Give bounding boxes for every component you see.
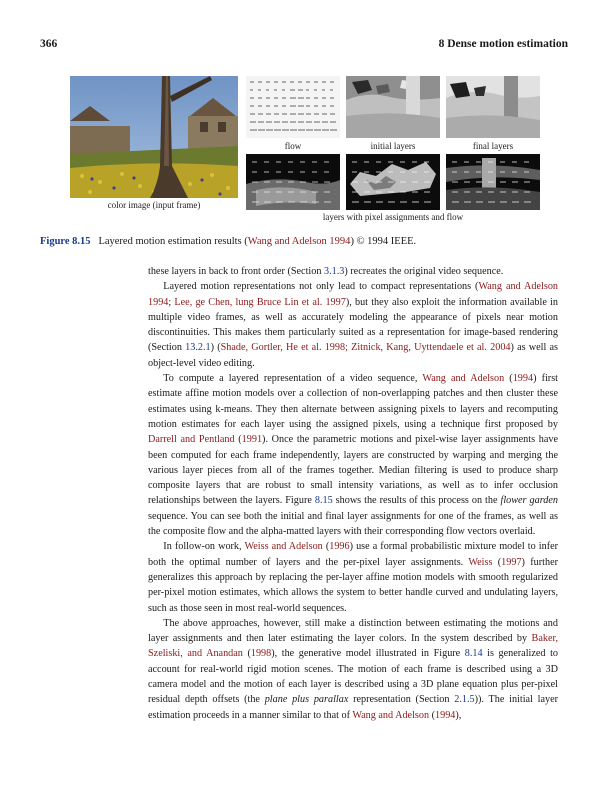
final-layers-image (446, 76, 540, 138)
section-ref-link[interactable]: 2.1.5 (454, 694, 475, 706)
citation-link[interactable]: Baker, Szeliski, and Anandan (148, 633, 558, 660)
paragraph-3: To compute a layered representation of a video sequence, Wang and Adelson (1994) first estimate affine motion models over a collection of non-overlapping patches and then cluster these estimates using k-means. They then alternate between assigning pixels to layers and recomputing motion estimates for each layer using the assigned pixels, using a technique first proposed by Darrell and Pentland (1991). Once the parametric motions and pixel-wise layer assignments have been computed for each frame independently, layers are constructed by warping and merging the various layer pieces from all of the frames together. Median filtering is used to produce sharp composite layers that are robust to small intensity variations, as well as to infer occlusion relationships between the layers. Figure 8.15 shows the results of this process on the flower garden sequence. You can see both the initial and final layer assignments for one of the frames, as well as the composite flow and the alpha-matted layers with their corresponding flow vectors overlaid. (148, 373, 558, 538)
paragraph-1: these layers in back to front order (Section 3.1.3) recreates the original video sequence. (148, 266, 504, 277)
citation-year-link[interactable]: 1997 (501, 556, 522, 568)
citation-link[interactable]: Wang and Adelson (422, 373, 505, 385)
citation-year-link[interactable]: 1996 (329, 541, 350, 553)
caption-flow: flow (284, 141, 302, 151)
figure-caption: Figure 8.15 Layered motion estimation results (Wang and Adelson 1994) © 1994 IEEE. (40, 236, 417, 247)
figure-ref-link[interactable]: 8.14 (464, 648, 483, 660)
figure-label: Figure 8.15 (40, 236, 91, 247)
caption-initial-layers: initial layers (370, 141, 416, 151)
citation-link[interactable]: Shade, Gortler, He et al. 1998; Zitnick, Kang, Uyttendaele et al. 2004 (220, 342, 511, 354)
citation-year-link[interactable]: 1994 (435, 709, 456, 721)
initial-layers-image (346, 76, 440, 138)
paragraph-5: The above approaches, however, still make a distinction between estimating the motions and layer assignments and then later estimating the layer colors. In the system described by Baker, Szeliski, and Anandan (1998), the generative model illustrated in Figure 8.14 is generalized to account for real-world rigid motion scenes. The motion of each frame is described using a 3D camera model and the motion of each layer is described using a 3D plane equation plus per-pixel residual depth offsets (the plane plus parallax representation (Section 2.1.5)). The initial layer estimation proceeds in a manner similar to that of Wang and Adelson (1994), (148, 617, 558, 721)
citation-year-link[interactable]: 1991 (241, 434, 263, 446)
citation-link[interactable]: Lee, ge Chen, lung Bruce Lin et al. 1997 (174, 296, 346, 308)
figure-caption-text: Layered motion estimation results (98, 236, 242, 247)
flow-field-image (246, 76, 340, 138)
citation-link[interactable]: Weiss (468, 556, 493, 568)
layer-panel-3 (446, 154, 540, 210)
citation-link[interactable]: Wang and Adelson (352, 709, 430, 721)
running-header (40, 38, 568, 54)
figure-citation-link[interactable]: Wang and Adelson 1994 (247, 236, 351, 247)
figure-copyright: © 1994 IEEE. (356, 236, 417, 247)
figure-ref-link[interactable]: 8.15 (314, 495, 333, 507)
color-input-image (70, 76, 238, 198)
citation-link[interactable]: Wang and Adelson 1994 (148, 281, 559, 308)
citation-link[interactable]: Darrell and Pentland (148, 434, 235, 446)
layer-panel-2 (346, 154, 440, 210)
citation-year-link[interactable]: 1998 (250, 648, 272, 660)
caption-final-layers: final layers (472, 141, 514, 151)
page-number: 366 (40, 38, 58, 50)
citation-link[interactable]: Weiss and Adelson (244, 541, 323, 553)
section-ref-link[interactable]: 13.2.1 (185, 342, 211, 354)
section-ref-link[interactable]: 3.1.3 (323, 266, 345, 277)
paragraph-4: In follow-on work, Weiss and Adelson (1996) use a formal probabilistic mixture model to infer both the optimal number of layers and the per-pixel layer assignments. Weiss (1997) further generalizes this approach by replacing the per-layer affine motion models with smooth regularized per-pixel motion estimates, which allows the system to better handle curved and undulating layers, such as those seen in most real-world sequences. (148, 541, 558, 614)
citation-year-link[interactable]: 1994 (512, 373, 534, 385)
layer-panel-1 (246, 154, 340, 210)
chapter-title: 8 Dense motion estimation (438, 38, 568, 50)
caption-color-image: color image (input frame) (107, 200, 201, 210)
caption-layers-flow: layers with pixel assignments and flow (322, 212, 464, 222)
body-text (148, 264, 558, 723)
paragraph-2: Layered motion representations not only lead to compact representations (Wang and Adelson 1994; Lee, ge Chen, lung Bruce Lin et al. 1997), but they also exploit the information available in multiple video frames, as well as accurately modeling the appearance of pixels near motion discontinuities. This makes them particularly suited as a representation for image-based rendering (Section 13.2.1) (Shade, Gortler, He et al. 1998; Zitnick, Kang, Uyttendaele et al. 2004) as well as object-level video editing. (148, 281, 559, 369)
